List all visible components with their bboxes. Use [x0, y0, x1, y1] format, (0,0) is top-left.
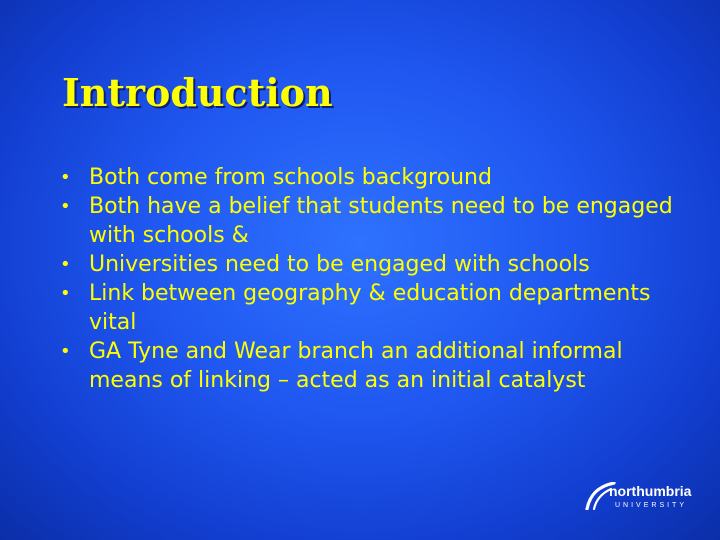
- bullet-item: [60, 163, 680, 192]
- northumbria-logo: [584, 482, 702, 522]
- bullet-item: [60, 250, 680, 279]
- bullet-marker: •: [60, 283, 71, 304]
- bullet-marker: •: [60, 254, 71, 275]
- bullet-marker: •: [60, 341, 71, 362]
- bullet-marker: •: [60, 196, 71, 217]
- bullet-text: Universities need to be engaged with schools: [89, 252, 590, 277]
- bullet-text: Link between geography & education departments vital: [89, 281, 651, 335]
- bullet-item: [60, 279, 680, 337]
- logo-subtitle: UNIVERSITY: [615, 502, 688, 509]
- logo-name: northumbria: [609, 483, 692, 499]
- bullet-text: GA Tyne and Wear branch an additional informal means of linking – acted as an initial catalyst: [89, 339, 623, 393]
- bullet-marker: •: [60, 167, 71, 188]
- bullet-text: Both come from schools background: [89, 165, 492, 190]
- slide-title: Introduction: [62, 70, 333, 115]
- bullet-list: [60, 163, 680, 395]
- bullet-item: [60, 192, 680, 250]
- bullet-item: [60, 337, 680, 395]
- bullet-text: Both have a belief that students need to be engaged with schools &: [89, 194, 673, 248]
